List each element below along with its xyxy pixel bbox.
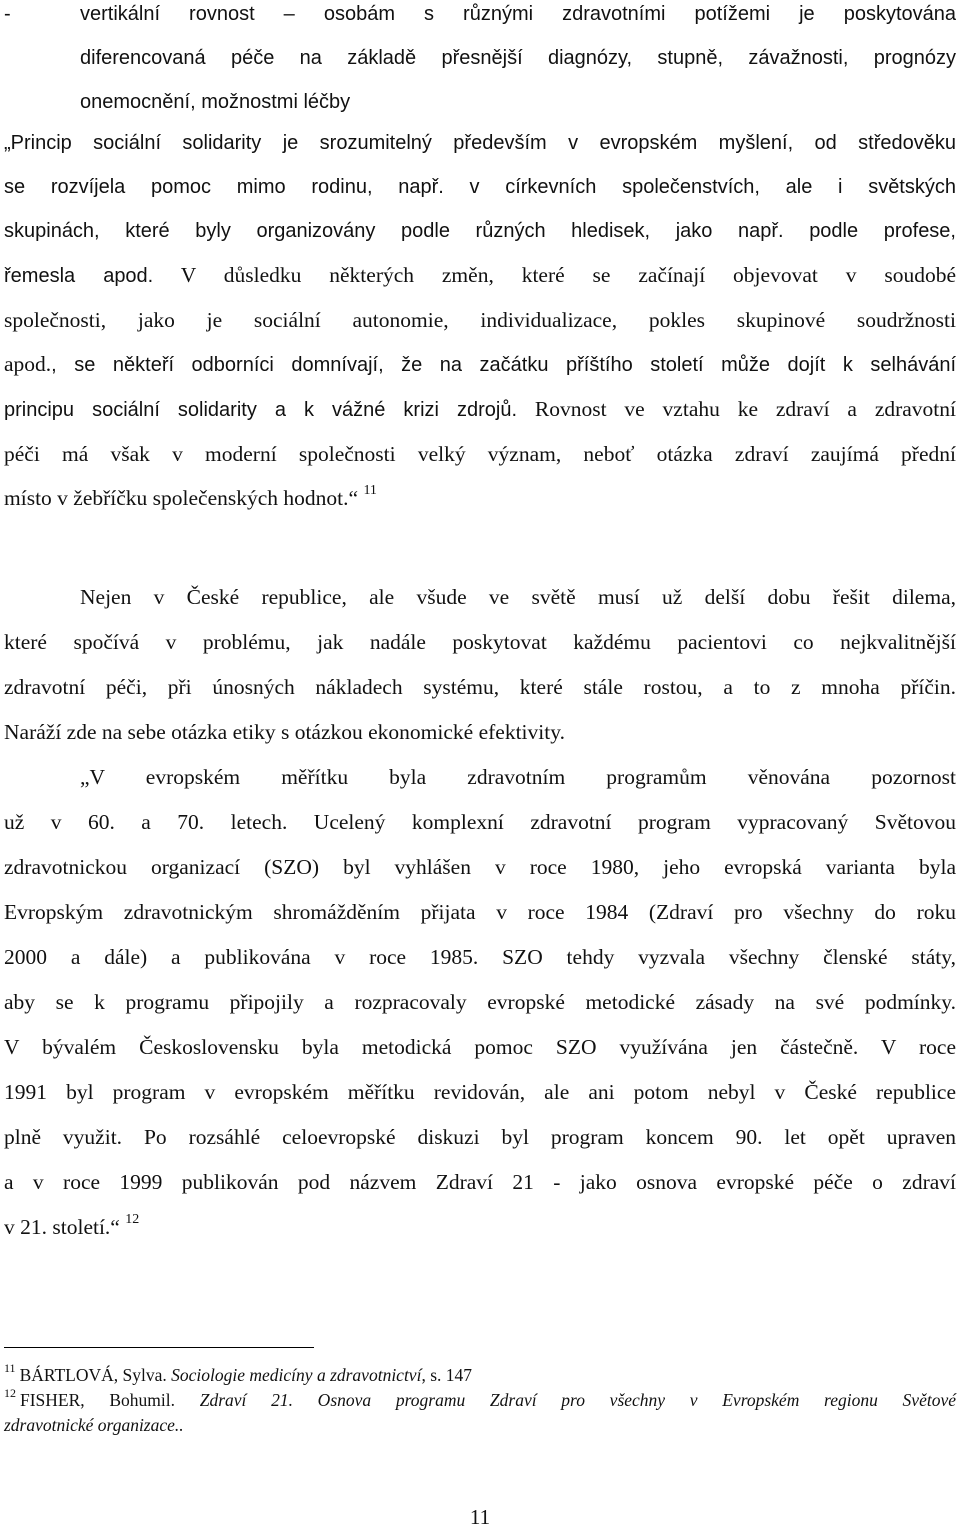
paragraph-text-serif: apod. [4,352,52,376]
paragraph-line: 2000 a dále) a publikována v roce 1985. SZO tehdy vyzvala všechny členské státy, [4,945,956,969]
footnote [4,1387,956,1415]
footnote [4,1362,956,1390]
paragraph-line [4,342,956,387]
paragraph-line: které spočívá v problému, jak nadále poskytovat každému pacientovi co nejkvalitnější [4,630,956,654]
paragraph-line: péči má však v moderní společnosti velký význam, neboť otázka zdraví zaujímá přední [4,442,956,466]
paragraph-line [4,476,956,524]
list-item [4,0,956,124]
paragraph-line: už v 60. a 70. letech. Ucelený komplexní zdravotní program vypracovaný Světovou [4,810,956,834]
paragraph-line: zdravotní péči, při únosných nákladech systému, které stále rostou, a to z mnoha příčin. [4,675,956,699]
footnote-continuation [4,1412,956,1438]
footnote-author: FISHER, Bohumil. [20,1390,200,1410]
paragraph-line: zdravotnickou organizací (SZO) byl vyhlášen v roce 1980, jeho evropská varianta byla [4,855,956,879]
footnote-author: BÁRTLOVÁ, Sylva. [19,1365,172,1385]
paragraph-text: místo v žebříčku společenských hodnot.“ [4,486,359,510]
paragraph-line: „V evropském měřítku byla zdravotním programům věnována pozornost [80,765,956,789]
list-item-text: vertikální rovnost – osobám s různými zdravotními potížemi je poskytována [80,3,956,25]
paragraph-text-serif: V důsledku některých změn, které se začínají objevovat v soudobé [153,263,956,287]
paragraph-line: Nejen v České republice, ale všude ve světě musí už delší dobu řešit dilema, [80,585,956,609]
footnote-title: Zdraví 21. Osnova programu Zdraví pro všechny v Evropském regionu Světové [199,1390,956,1410]
paragraph-line: „Princip sociální solidarity je srozumitelný především v evropském myšlení, od středověku [4,132,956,154]
footnote-title: Sociologie medicíny a zdravotnictví [171,1365,422,1385]
footnote-title: zdravotnické organizace.. [4,1415,184,1435]
paragraph-line: 1991 byl program v evropském měřítku revidován, ale ani potom nebyl v České republice [4,1080,956,1104]
paragraph-line [4,253,956,298]
page-number: 11 [469,1505,491,1529]
paragraph [4,755,956,1253]
list-dash: - [4,3,11,25]
paragraph-line [4,1205,956,1253]
paragraph-text: v 21. století.“ [4,1215,120,1239]
paragraph [4,121,956,524]
paragraph-line [4,387,956,432]
paragraph-line: a v roce 1999 publikován pod názvem Zdraví 21 - jako osnova evropské péče o zdraví [4,1170,956,1194]
footnote-number: 11 [4,1361,16,1375]
paragraph-line: společnosti, jako je sociální autonomie, individualizace, pokles skupinové soudržnosti [4,308,956,332]
paragraph-line: aby se k programu připojily a rozpracovaly evropské metodické zásady na své podmínky. [4,990,956,1014]
footnote-reference[interactable]: 11 [363,483,377,498]
list-item-line: diferencovaná péče na základě přesnější diagnózy, stupně, závažnosti, prognózy [80,47,956,69]
paragraph-line: Evropským zdravotnickým shromážděním přijata v roce 1984 (Zdraví pro všechny do roku [4,900,956,924]
paragraph-line: skupinách, které byly organizovány podle různých hledisek, jako např. podle profese, [4,220,956,242]
paragraph-text-sans: , se někteří odborníci domnívají, že na začátku příštího století může dojít k selhávání [51,354,956,376]
list-item-line [4,0,956,36]
list-item-line: onemocnění, možnostmi léčby [80,91,351,113]
footnote-number: 12 [4,1386,16,1400]
footnote-rest: , s. 147 [421,1365,472,1385]
paragraph-line: V bývalém Československu byla metodická pomoc SZO využívána jen částečně. V roce [4,1035,956,1059]
paragraph [4,575,956,755]
footnote-separator [4,1347,314,1348]
paragraph-line: se rozvíjela pomoc mimo rodinu, např. v církevních společenstvích, ale i světských [4,176,956,198]
paragraph-line: Naráží zde na sebe otázka etiky s otázkou ekonomické efektivity. [4,720,565,744]
footnote-reference[interactable]: 12 [125,1212,140,1227]
paragraph-text-sans: řemesla apod. [4,265,154,287]
paragraph-text-sans: principu sociální solidarity a k vážné krizi zdrojů. [4,399,518,421]
paragraph-text-serif: Rovnost ve vztahu ke zdraví a zdravotní [517,397,956,421]
paragraph-line: plně využit. Po rozsáhlé celoevropské diskuzi byl program koncem 90. let opět upraven [4,1125,956,1149]
